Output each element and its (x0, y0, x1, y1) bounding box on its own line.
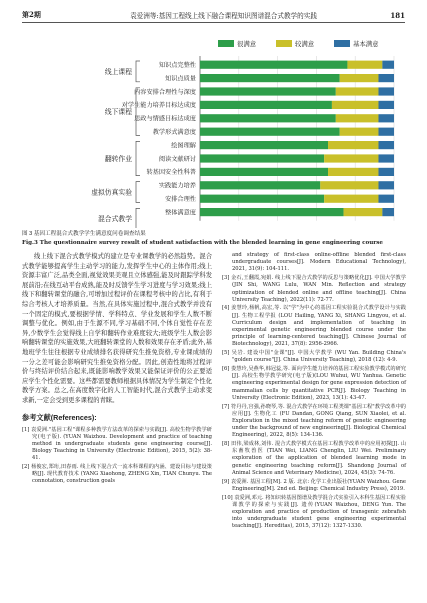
bar-segment (320, 181, 378, 189)
category-label: 教学形式满意度 (152, 129, 196, 136)
group-label: 翻转作业 (104, 155, 132, 163)
reference-item: [4] 姜慧玲,杨帆,高宏,等. 以"学"为中心的基因工程实验混合式教学设计与实践[J]. 生物工程学报 (LOU Hailing, YANG Xi, SHANG Lingyou, et al. Curriculum design and implementation of teaching in experimental genetic engineering blended course under the principle of learning-centered teaching[J]. Chinese Journal of Biotechnology), 2021, 37(8): 2956-2966. (222, 305, 406, 348)
bar-segment (200, 154, 324, 162)
right-column (222, 252, 406, 532)
category-label: 实践能力培养 (158, 182, 196, 190)
group-bracket (136, 61, 140, 82)
legend-swatch (218, 40, 234, 47)
category-label: 整体满意度 (165, 209, 196, 217)
legend-label: 很满意 (237, 41, 257, 48)
bar-segment (378, 141, 394, 149)
bar-segment (378, 128, 394, 136)
bar-segment (200, 208, 344, 216)
bar-segment (200, 87, 336, 95)
bar-segment (328, 168, 378, 176)
reference-item: [3] 金石,王翻霞,宛娟. 线上线下混合式教学的反思与策略优化[J]. 中国大学教学 (JIN Shi, WANG Lulu, WAN Min. Reflection and strategy optimization of blended online and offline teaching[J]. China University Teaching), 2022(11): 72-77. (222, 275, 406, 303)
bar-segment (378, 168, 394, 176)
group-label: 线下课程 (104, 109, 132, 116)
bar-segment (200, 168, 328, 176)
legend-label: 基本满意 (353, 41, 379, 48)
bar-segment (200, 114, 336, 122)
category-label: 安排合理性 (165, 196, 196, 203)
category-label: 转基因安全性科普 (146, 169, 196, 177)
category-label: 对学生能力培养目标达成度 (121, 102, 196, 110)
page-number: 181 (390, 10, 405, 20)
bar-segment (378, 181, 394, 189)
bar-segment (382, 61, 394, 69)
bar-segment (324, 195, 378, 203)
group-label: 虚拟仿真实验 (91, 189, 132, 197)
category-label: 思政与情感目标达成度 (134, 115, 196, 123)
category-label: 绘图理解 (171, 142, 196, 150)
bar-segment (378, 101, 394, 109)
reference-item: [10] 袁爱洲,邓元. 将知识转基因图谱及教学混合式实验引入本科生基因工程实验课教学的探索与实践[J]. 遗传(YUAN Waizhou, DENG Yun. The exploration and practice of production of transgenic zebrafish into undergraduate student gene engineering experimental teaching[J]. Hereditas), 2015, 37(12): 1327-1330. (222, 494, 406, 530)
bar-segment (332, 101, 379, 109)
reference-item: [7] 符丹丹,宫强,孙晓琴,等. 混合式教学在环境工程类课"基因工程"教学改革中的应用[J]. 生物化工 (FU Dandan, GONG Qiang, SUN Xiaolei, et al. Exploration in the mixed teaching reform of genetic engineering under the background of new engineering[J]. Biological Chemical Engineering), 2022, 8(5): 134-136. (222, 403, 406, 439)
figure-caption-cn: 图 3 基因工程混合式教学学生满意度问卷调查结果 (22, 231, 146, 237)
bar-segment (347, 61, 382, 69)
bar-segment (200, 128, 340, 136)
group-label: 线上课程 (104, 68, 132, 76)
reference-item: [1] 袁爱洲."基因工程"课程多种教学方法改革的探索与实践[J]. 高校生物学教学研究(电子版). (YUAN Waizhou. Development and practice of teaching method in undergraduate students gene engineering course[J]. Biology Teaching in University (Electronic Edition), 2015, 5(2): 38-41. (22, 426, 212, 462)
bar-segment (200, 141, 328, 149)
bar-segment (336, 114, 379, 122)
left-column (22, 252, 212, 487)
category-label: 知识点完整性 (158, 62, 196, 69)
group-label: 混合式教学 (98, 216, 132, 224)
bar-segment (340, 74, 379, 82)
reference-item: [8] 田伟,梁成林,刘伟. 混合式教学模式在基因工程教学改革中的应用初探[J]. 山东畜牧兽医 (TIAN Wei, LIANG Chenglin, LIU Wei. Preliminary exploration of the application of blended learning mode in genetic engineering teaching reform[J]. Shandong Journal of Animal Science and Veterinary Medicine), 2024, 45(3): 74-76. (222, 441, 406, 476)
issue-number: 第2期 (22, 10, 41, 19)
legend-swatch (276, 40, 292, 47)
bar-segment (200, 195, 324, 203)
reference-item: and strategy of first-class online-offline blended first-class undergraduate courses[J]. Modern Educational Technology), 2021, 31(9): 104-111. (232, 252, 406, 273)
bar-segment (378, 195, 394, 203)
reference-item: [2] 杨俊宏,郑珩,田春雨. 线上线下混合式一流本科课程的内涵、建设目标与建设策略[J]. 现代教育技术 (YANG Xiaohong, ZHENG Xin, TIAN Chunyu. The connotation, construction goals (22, 464, 212, 485)
references-heading: 参考文献(References): (22, 412, 97, 422)
bar-segment (378, 114, 394, 122)
running-title: 袁爱洲等:基因工程线上线下融合课程知识图谱混合式教学的实践 (130, 12, 317, 20)
bar-segment (378, 87, 394, 95)
reference-item: [6] 娄慧玲,吴燕华,韩冠蕊,等. 面向学生能力培养的基因工程实验教学模式的研究[J]. 高校生物学教学研究(电子版)(LOU Wuhui, WU Yanhua. Genetic engineering experimental design for gene expression detection of mammalian cells by quantitative PCR[J]. Biology Teaching in University (Electronic Edition), 2023, 13(1): 43-47. (222, 366, 406, 401)
bar-segment (382, 208, 394, 216)
bar-segment (378, 154, 394, 162)
bar-segment (336, 87, 379, 95)
group-bracket (136, 182, 140, 203)
bar-segment (200, 61, 347, 69)
group-bracket (136, 208, 140, 228)
group-bracket (136, 141, 140, 175)
reference-item: [9] 袁爱洲. 基因工程[M]. 2 版. 北京: 化学工业出版社(YUAN Waizhou. Gene Engineering[M]. 2nd ed. Beijing: Chemical Industry Press), 2019. (222, 478, 406, 492)
category-label: 阅读文献研讨 (158, 155, 196, 163)
bar-segment (328, 141, 378, 149)
bar-segment (324, 154, 378, 162)
bar-segment (200, 101, 332, 109)
category-label: 内容安排合理性与深度 (134, 88, 196, 96)
figure-caption-en: Fig.3 The questionnaire survey result of student satisfaction with the blended learning in gene engineering course (22, 240, 383, 246)
body-paragraph: 线上线下混合式教学模式的建立是专业课教学的必然趋势。混合式教学能够提高学生主动学习的能力,发挥学生中心的主体作用;线上资源丰富广泛,品类全面,视觉效果美观且立体感强,能及时跟踪学科发展前沿;在线互动平台成熟,能及时反馈学生学习进度与学习效果;线上线下和翻转课堂的融合,可增加过程评价在课程考核中的占比,有利于综合考核人才培养质量。当然,在具体实施过程中,混合式教学并没有一个固定的模式,要根据学情、学科特点、学业发展和学生人数不断调整与优化。例如,由于生源不同,学习基础不同,个体自觉性存在差异,少数学生会觉得线上自学和翻转作业难度较大;班级学生人数会影响翻转课堂的实施效果,大班翻转课堂的人数和效果存在矛盾;此外,基地班学生往往根据专业成绩排名获得研究生推免资格,专业课成绩的一分之差可能会影响研究生推免资格分配。因此,创造性地将过程评价与终结评价结合起来,既能影响教学效果又能保证评价的公正要适应学生个性化需要。这些都需要教师根据具体情况为学生制定个性化教学方案。总之,在高度数字化的人工智能时代,混合式教学主动求变求新,一定会受到更多课程的青睐。 (22, 253, 212, 404)
bar-segment (344, 208, 383, 216)
legend-swatch (334, 40, 350, 47)
category-label: 知识点质量 (165, 75, 196, 83)
bar-segment (340, 128, 379, 136)
reference-item: [5] 吴岩. 建设中国"金课"[J]. 中国大学教学 (WU Yan. Building China's "golden course"[J]. China University Teaching), 2018 (12): 4-9. (222, 350, 406, 364)
bar-segment (378, 74, 394, 82)
bar-segment (200, 74, 340, 82)
legend-label: 较满意 (295, 41, 315, 48)
page-header (22, 8, 405, 23)
satisfaction-stacked-bar-chart (22, 32, 406, 228)
bar-segment (200, 181, 320, 189)
